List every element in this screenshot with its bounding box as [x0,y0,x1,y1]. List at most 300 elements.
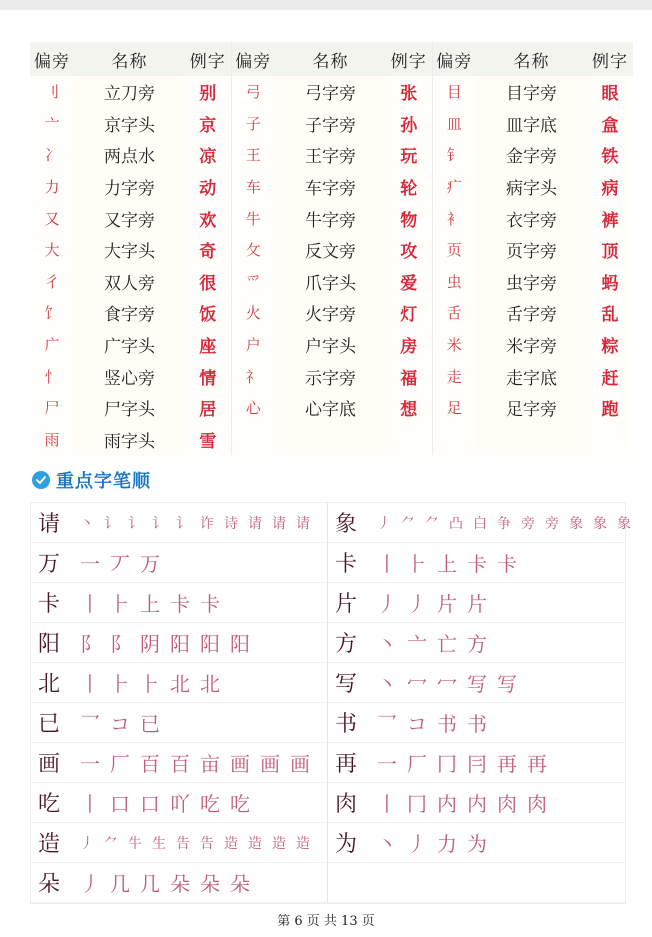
stroke-step: 写 [497,672,517,696]
stroke-step: 万 [140,552,160,576]
radicals-table [30,42,633,455]
radical-cell: 走 [432,360,476,392]
stroke-step: 片 [467,592,487,616]
name-cell: 竖心旁 [74,360,185,392]
stroke-character: 阳 [37,632,60,657]
stroke-step: 亡 [437,632,457,656]
header-name: 名称 [74,42,185,76]
name-cell: 王字旁 [275,139,386,171]
stroke-row [31,863,327,903]
radical-cell: 彳 [30,266,74,298]
stroke-step: 争 [497,515,511,532]
stroke-step: 吃 [230,792,250,816]
stroke-step: 再 [497,752,517,776]
header-radical: 偏旁 [30,42,74,76]
radical-cell: 钅 [432,139,476,171]
name-cell: 力字旁 [74,171,185,203]
stroke-row [31,663,327,703]
stroke-step: 百 [170,752,190,776]
stroke-step: 讠 [152,515,166,532]
header-example: 例字 [185,42,231,76]
stroke-step: 丆 [110,552,130,576]
example-cell: 奇 [185,234,231,266]
name-cell: 车字旁 [275,171,386,203]
example-cell: 粽 [587,329,633,361]
stroke-step: 讠 [128,515,142,532]
stroke-steps [364,708,492,737]
stroke-step: ⺈ [104,835,118,852]
example-cell [587,424,633,456]
table-row [30,202,633,234]
radical-cell: 亠 [30,108,74,140]
example-cell: 居 [185,392,231,424]
stroke-character: 已 [37,712,60,737]
example-cell: 孙 [386,108,432,140]
stroke-step: 冂 [437,752,457,776]
stroke-steps [364,828,492,857]
radical-cell: 饣 [30,297,74,329]
radical-cell: 大 [30,234,74,266]
radical-cell: 尸 [30,392,74,424]
example-cell: 乱 [587,297,633,329]
table-row [30,329,633,361]
stroke-character: 吃 [37,792,60,817]
stroke-character: 万 [37,552,60,577]
stroke-step: 内 [437,792,457,816]
radical-cell: 攵 [231,234,275,266]
stroke-step: 丿 [407,832,427,856]
table-row [30,266,633,298]
stroke-step: 诗 [224,515,238,532]
stroke-steps [67,708,165,737]
stroke-step: 旁 [545,515,559,532]
name-cell [476,424,587,456]
stroke-step: 吃 [200,792,220,816]
stroke-step: 丨 [80,592,100,616]
stroke-step: 阝 [110,632,130,656]
section-heading [32,468,151,492]
stroke-step: 讠 [104,515,118,532]
stroke-row [328,503,631,543]
radical-cell [432,424,476,456]
header-name: 名称 [275,42,386,76]
stroke-character: 方 [334,632,357,657]
example-cell: 裤 [587,202,633,234]
example-cell: 爱 [386,266,432,298]
stroke-step: 造 [296,835,310,852]
radical-cell: 皿 [432,108,476,140]
stroke-step: コ [110,712,130,736]
stroke-column-left [31,503,328,903]
stroke-step: 丿 [377,515,391,532]
stroke-step: 力 [437,832,457,856]
stroke-step: ⺊ [140,672,160,696]
name-cell: 双人旁 [74,266,185,298]
stroke-step: 丨 [377,792,397,816]
example-cell: 座 [185,329,231,361]
table-row [30,297,633,329]
radical-cell: 米 [432,329,476,361]
example-cell: 京 [185,108,231,140]
example-cell: 张 [386,76,432,108]
name-cell: 弓字旁 [275,76,386,108]
table-row [30,392,633,424]
stroke-character: 为 [334,832,357,857]
name-cell: 广字头 [74,329,185,361]
stroke-step: 冃 [467,752,487,776]
stroke-row [31,823,327,863]
example-cell: 凉 [185,139,231,171]
stroke-step: 厂 [110,752,130,776]
name-cell: 舌字旁 [476,297,587,329]
name-cell: 尸字头 [74,392,185,424]
stroke-step: 丿 [80,835,94,852]
name-cell: 金字旁 [476,139,587,171]
stroke-row [328,703,625,743]
name-cell: 反文旁 [275,234,386,266]
stroke-step: 冖 [407,672,427,696]
stroke-step: 请 [248,515,262,532]
name-cell: 足字旁 [476,392,587,424]
stroke-row [328,623,625,663]
stroke-step: ⺊ [110,592,130,616]
stroke-steps [67,668,225,697]
stroke-step: 请 [296,515,310,532]
name-cell: 户字头 [275,329,386,361]
stroke-character: 朵 [37,872,60,897]
header-name: 名称 [476,42,587,76]
stroke-step: 为 [467,832,487,856]
radical-cell: 礻 [231,360,275,392]
radical-cell: 雨 [30,424,74,456]
stroke-step: 生 [152,835,166,852]
stroke-steps [67,628,255,657]
stroke-steps [364,748,552,777]
stroke-step: 乛 [377,712,397,736]
stroke-step: 丨 [80,792,100,816]
top-bar [0,0,652,10]
stroke-step: 造 [224,835,238,852]
example-cell [386,424,432,456]
stroke-row [328,543,625,583]
radical-cell: 王 [231,139,275,171]
stroke-step: 丶 [377,632,397,656]
stroke-steps [364,788,552,817]
stroke-step: 丶 [80,515,94,532]
check-circle-icon [32,471,50,489]
stroke-step: 丿 [377,592,397,616]
name-cell: 火字旁 [275,297,386,329]
radical-cell: 广 [30,329,74,361]
stroke-character: 片 [334,592,357,617]
stroke-step: ⺊ [110,672,130,696]
name-cell: 爪字头 [275,266,386,298]
stroke-row [31,623,327,663]
radical-cell: 牛 [231,202,275,234]
stroke-step: ⺈ [425,515,439,532]
stroke-step: 卡 [170,592,190,616]
stroke-step: 旁 [521,515,535,532]
stroke-steps [67,588,225,617]
stroke-step: ⺊ [407,552,427,576]
stroke-step: 卡 [200,592,220,616]
stroke-character: 造 [37,832,60,857]
stroke-step: 口 [110,792,130,816]
radical-cell: 冫 [30,139,74,171]
stroke-step: 朵 [230,872,250,896]
name-cell [275,424,386,456]
stroke-row [328,823,625,863]
stroke-step: 朵 [200,872,220,896]
header-radical: 偏旁 [231,42,275,76]
stroke-step: 象 [569,515,583,532]
radical-cell: 车 [231,171,275,203]
stroke-character: 卡 [37,592,60,617]
stroke-step: 吖 [170,792,190,816]
example-cell: 灯 [386,297,432,329]
stroke-step: 阳 [170,632,190,656]
stroke-order-grid [30,502,631,904]
stroke-steps [364,513,636,533]
stroke-step: 上 [140,592,160,616]
stroke-step: 几 [140,872,160,896]
stroke-step: 请 [272,515,286,532]
stroke-step: 一 [80,752,100,776]
stroke-step: 丿 [80,872,100,896]
table-row [30,234,633,266]
stroke-step: 冖 [437,672,457,696]
radical-cell: 衤 [432,202,476,234]
stroke-step: 造 [272,835,286,852]
stroke-character: 请 [37,512,60,537]
stroke-steps [67,788,255,817]
section-title: 重点字笔顺 [56,471,151,492]
stroke-step: 朵 [170,872,190,896]
radical-cell: 心 [231,392,275,424]
stroke-step: 卡 [467,552,487,576]
stroke-step: 几 [110,872,130,896]
example-cell: 雪 [185,424,231,456]
stroke-step: 画 [290,752,310,776]
stroke-step: 丿 [407,592,427,616]
radical-cell [231,424,275,456]
name-cell: 示字旁 [275,360,386,392]
name-cell: 衣字旁 [476,202,587,234]
radical-cell: 力 [30,171,74,203]
stroke-row [31,783,327,823]
radical-cell: 忄 [30,360,74,392]
stroke-steps [67,868,255,897]
stroke-step: 丶 [377,832,397,856]
name-cell: 走字底 [476,360,587,392]
stroke-step: 画 [260,752,280,776]
example-cell: 顶 [587,234,633,266]
name-cell: 食字旁 [74,297,185,329]
stroke-step: 北 [200,672,220,696]
stroke-step: 凸 [449,515,463,532]
stroke-step: 北 [170,672,190,696]
stroke-row [31,703,327,743]
radical-cell: 页 [432,234,476,266]
page-footer: 第 6 页 共 13 页 [277,914,375,929]
stroke-step: 丶 [377,672,397,696]
stroke-step: 白 [473,515,487,532]
stroke-step: 再 [527,752,547,776]
table-header-row [30,42,633,76]
stroke-step: 牛 [128,835,142,852]
name-cell: 虫字旁 [476,266,587,298]
name-cell: 牛字旁 [275,202,386,234]
name-cell: 子字旁 [275,108,386,140]
stroke-step: 上 [437,552,457,576]
stroke-step: 书 [437,712,457,736]
stroke-character: 卡 [334,552,357,577]
radical-cell: 疒 [432,171,476,203]
name-cell: 立刀旁 [74,76,185,108]
example-cell: 想 [386,392,432,424]
radical-cell: 目 [432,76,476,108]
table-row [30,424,633,456]
stroke-step: 厂 [407,752,427,776]
name-cell: 米字旁 [476,329,587,361]
stroke-character: 写 [334,672,357,697]
name-cell: 雨字头 [74,424,185,456]
example-cell: 病 [587,171,633,203]
stroke-steps [67,748,315,777]
stroke-step: ⺈ [401,515,415,532]
stroke-step: 丨 [377,552,397,576]
stroke-steps [67,833,315,853]
example-cell: 攻 [386,234,432,266]
stroke-row [328,663,625,703]
stroke-step: 写 [467,672,487,696]
stroke-column-right [328,503,631,903]
stroke-step: 亠 [407,632,427,656]
table-row [30,360,633,392]
example-cell: 房 [386,329,432,361]
name-cell: 心字底 [275,392,386,424]
example-cell: 情 [185,360,231,392]
stroke-character: 书 [334,712,357,737]
stroke-step: 乛 [80,712,100,736]
radical-cell: 虫 [432,266,476,298]
example-cell: 福 [386,360,432,392]
stroke-step: 已 [140,712,160,736]
name-cell: 又字旁 [74,202,185,234]
example-cell: 眼 [587,76,633,108]
radical-cell: 足 [432,392,476,424]
stroke-step: 丨 [80,672,100,696]
example-cell: 玩 [386,139,432,171]
stroke-step: 内 [467,792,487,816]
table-row [30,139,633,171]
stroke-step: 讠 [176,515,190,532]
stroke-character: 北 [37,672,60,697]
stroke-step: 一 [80,552,100,576]
radical-cell: 爫 [231,266,275,298]
radical-cell: 户 [231,329,275,361]
stroke-step: 画 [230,752,250,776]
stroke-step: 造 [248,835,262,852]
stroke-step: 诈 [200,515,214,532]
stroke-step: 冂 [407,792,427,816]
stroke-steps [364,628,492,657]
stroke-step: 告 [200,835,214,852]
stroke-row [328,583,625,623]
stroke-row [328,743,625,783]
table-row [30,76,633,108]
stroke-step: 卡 [497,552,517,576]
stroke-step: 书 [467,712,487,736]
example-cell: 跑 [587,392,633,424]
stroke-step: 肉 [527,792,547,816]
example-cell: 物 [386,202,432,234]
name-cell: 皿字底 [476,108,587,140]
stroke-character: 再 [334,752,357,777]
example-cell: 欢 [185,202,231,234]
stroke-steps [364,548,522,577]
stroke-step: 亩 [200,752,220,776]
header-example: 例字 [587,42,633,76]
stroke-steps [67,513,315,533]
name-cell: 京字头 [74,108,185,140]
stroke-row [31,743,327,783]
stroke-step: コ [407,712,427,736]
name-cell: 大字头 [74,234,185,266]
stroke-step: 方 [467,632,487,656]
table-row [30,171,633,203]
stroke-character: 象 [334,512,357,537]
example-cell: 动 [185,171,231,203]
radical-cell: 舌 [432,297,476,329]
stroke-steps [364,668,522,697]
stroke-row [328,863,625,903]
example-cell: 赶 [587,360,633,392]
radical-cell: 刂 [30,76,74,108]
name-cell: 页字旁 [476,234,587,266]
stroke-step: 象 [593,515,607,532]
radical-cell: 又 [30,202,74,234]
radical-cell: 弓 [231,76,275,108]
example-cell: 铁 [587,139,633,171]
stroke-step: 肉 [497,792,517,816]
stroke-step: 一 [377,752,397,776]
stroke-step: 百 [140,752,160,776]
example-cell: 别 [185,76,231,108]
stroke-row [31,543,327,583]
stroke-steps [364,588,492,617]
stroke-step: 告 [176,835,190,852]
name-cell: 两点水 [74,139,185,171]
stroke-step: 阝 [80,632,100,656]
header-radical: 偏旁 [432,42,476,76]
stroke-row [31,503,327,543]
example-cell: 蚂 [587,266,633,298]
header-example: 例字 [386,42,432,76]
stroke-row [31,583,327,623]
stroke-step: 阴 [140,632,160,656]
table-row [30,108,633,140]
stroke-row [328,783,625,823]
stroke-step: 阳 [230,632,250,656]
example-cell: 轮 [386,171,432,203]
radical-cell: 火 [231,297,275,329]
stroke-step: 象 [617,515,631,532]
name-cell: 病字头 [476,171,587,203]
stroke-step: 口 [140,792,160,816]
name-cell: 目字旁 [476,76,587,108]
stroke-character: 肉 [334,792,357,817]
